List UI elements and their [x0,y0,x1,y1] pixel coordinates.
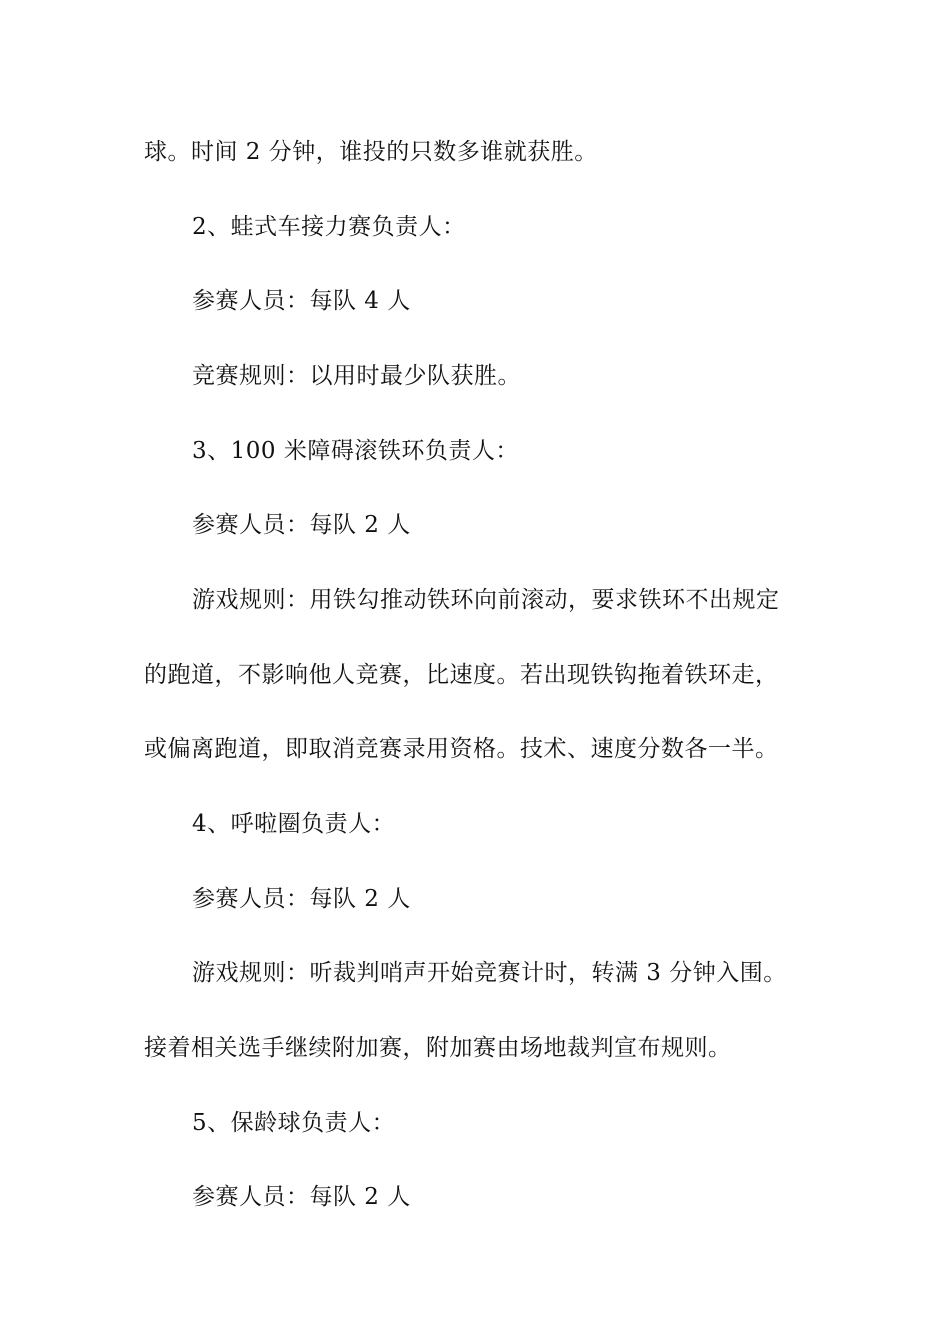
section-heading: 2、蛙式车接力赛负责人： [192,214,466,240]
paragraph-line: 球。时间 2 分钟，谁投的只数多谁就获胜。 [144,139,598,165]
paragraph-line: 参赛人员：每队 2 人 [192,512,411,538]
paragraph-line: 参赛人员：每队 2 人 [192,886,411,912]
section-heading: 4、呼啦圈负责人： [192,811,396,837]
paragraph-line: 参赛人员：每队 2 人 [192,1184,411,1210]
paragraph-line: 的跑道，不影响他人竞赛，比速度。若出现铁钩拖着铁环走， [144,662,779,688]
paragraph-line: 竞赛规则：以用时最少队获胜。 [192,363,521,389]
paragraph-line: 游戏规则：用铁勾推动铁环向前滚动，要求铁环不出规定 [192,587,780,613]
section-heading: 3、100 米障碍滚铁环负责人： [192,438,519,464]
paragraph-line: 游戏规则：听裁判哨声开始竞赛计时，转满 3 分钟入围。 [192,960,787,986]
paragraph-line: 接着相关选手继续附加赛，附加赛由场地裁判宣布规则。 [144,1035,732,1061]
paragraph-line: 或偏离跑道，即取消竞赛录用资格。技术、速度分数各一半。 [144,736,779,762]
paragraph-line: 参赛人员：每队 4 人 [192,288,411,314]
section-heading: 5、保龄球负责人： [192,1110,396,1136]
